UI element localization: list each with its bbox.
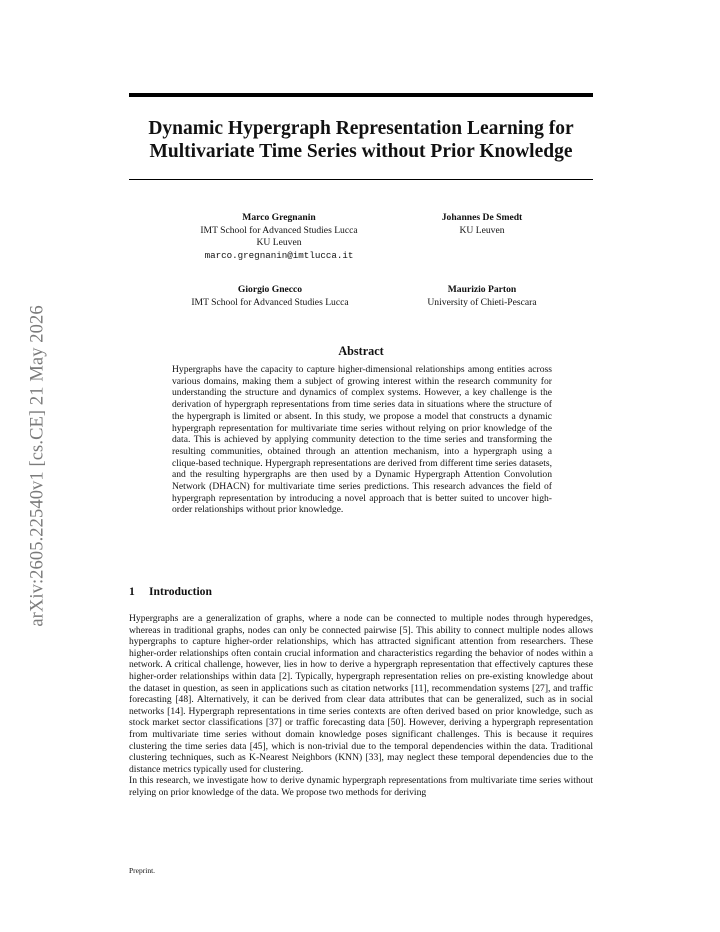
section-title: Introduction	[149, 585, 212, 598]
author-block-3	[160, 284, 380, 309]
author-affiliation: IMT School for Advanced Studies Lucca	[191, 296, 349, 308]
footer-note: Preprint.	[129, 866, 156, 875]
arxiv-identifier: arXiv:2605.22540v1 [cs.CE] 21 May 2026	[27, 305, 48, 627]
author-block-1	[169, 212, 389, 262]
author-affiliation: IMT School for Advanced Studies Lucca	[200, 224, 358, 236]
author-name: Marco Gregnanin	[242, 212, 316, 223]
body-paragraph: In this research, we investigate how to derive dynamic hypergraph representations from multivariate time series without relying on prior knowledge of the data. We propose two methods for deriving	[129, 775, 593, 798]
author-name: Giorgio Gnecco	[237, 284, 303, 295]
author-email[interactable]: marco.gregnanin@imtlucca.it	[204, 249, 354, 261]
author-block-4	[392, 284, 572, 309]
section-body	[129, 613, 593, 799]
body-paragraph: Hypergraphs are a generalization of graphs, where a node can be connected to multiple nodes through hyperedges, whereas in traditional graphs, nodes can only be connected pairwise [5]. This ability to connect multiple nodes allows hypergraphs to capture higher-order relationships, which has attracted significant attention from researchers. These higher-order relationships often contain crucial information and characteristics regarding the behavior of nodes within a network. A critical challenge, however, lies in how to derive a hypergraph representation that effectively captures these higher-order relationships within data [2]. Typically, hypergraph representation relies on pre-existing knowledge about the dataset in question, as seen in applications such as citation networks [11], recommendation systems [27], and traffic forecasting [48]. Alternatively, it can be derived from clear data attributes that can be generalized, such as in social networks [14]. Hypergraph representations in time series contexts are often derived based on prior knowledge, such as stock market sector classifications [37] or traffic forecasting data [50]. However, deriving a hypergraph representation from multivariate time series without domain knowledge poses significant challenges. This is because it requires clustering the time series data [45], which is non-trivial due to the temporal dependencies within the data. Traditional clustering techniques, such as K-Nearest Neighbors (KNN) [33], may neglect these temporal dependencies due to the distance metrics typically used for clustering.	[129, 613, 593, 775]
abstract-text: Hypergraphs have the capacity to capture higher-dimensional relationships among entities across various domains, making them a subject of growing interest within the research community for understanding the structure and dynamics of complex systems. However, a key challenge is the derivation of hypergraph representations from time series data in situations where the structure of the hypergraph is limited or absent. In this study, we propose a model that constructs a dynamic hypergraph representation for multivariate time series without relying on prior knowledge of the data. This is achieved by applying community detection to the time series and transforming the resulting communities, obtained through an attention mechanism, into a hypergraph using a clique-based technique. Hypergraph representations are derived from different time series datasets, and the resulting hypergraphs are then used by a Dynamic Hypergraph Attention Convolution Network (DHACN) for multivariate time series predictions. This research advances the field of hypergraph representation by introducing a novel approach that is better suited to uncover high-order relationships without prior knowledge.	[172, 364, 552, 516]
abstract-heading: Abstract	[338, 344, 384, 358]
title-bottom-rule	[129, 179, 593, 180]
author-name: Johannes De Smedt	[441, 212, 523, 223]
author-affiliation: KU Leuven	[256, 237, 302, 248]
author-block-2	[392, 212, 572, 237]
section-heading	[129, 585, 212, 598]
paper-title: Dynamic Hypergraph Representation Learning for Multivariate Time Series without Prior Knowledge	[148, 118, 574, 162]
section-number: 1	[129, 585, 135, 598]
author-affiliation: University of Chieti-Pescara	[427, 296, 537, 308]
author-affiliation: KU Leuven	[459, 224, 505, 236]
author-name: Maurizio Parton	[447, 284, 517, 295]
title-top-rule	[129, 93, 593, 97]
